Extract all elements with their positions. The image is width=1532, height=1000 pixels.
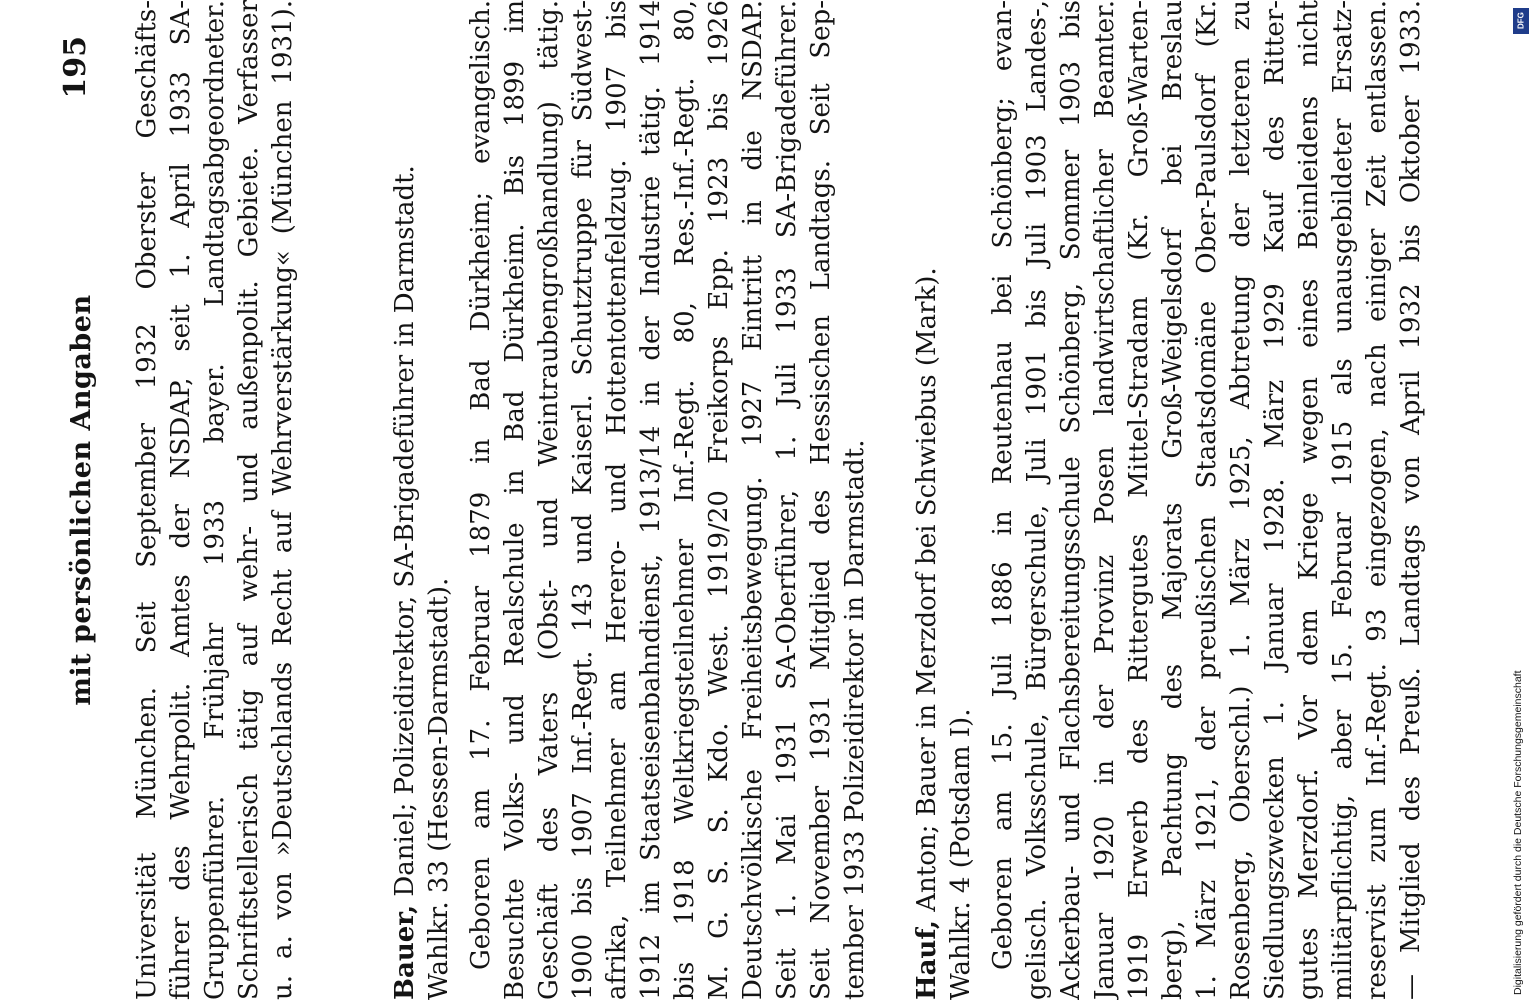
text-line: 1919 Erwerb des Rittergutes Mittel-Stradam (Kr. Groß-Warten- xyxy=(1124,0,1154,1000)
text-line: u. a. von »Deutschlands Recht auf Wehrverstärkung« (München 1931). xyxy=(268,0,298,1000)
text-line: Gruppenführer. Frühjahr 1933 bayer. Landtagsabgeordneter. xyxy=(200,0,230,1000)
text-line: tember 1933 Polizeidirektor in Darmstadt. xyxy=(840,439,870,1000)
text-line: Geschäft des Vaters (Obst- und Weintraubengroßhandlung) tätig. xyxy=(534,0,564,1000)
electoral-district: Wahlkr. 4 (Potsdam I). xyxy=(946,708,976,1000)
text-line: Deutschvölkische Freiheitsbewegung. 1927 Eintritt in die NSDAP. xyxy=(738,0,768,1000)
scan-credit: Digitalisierung gefördert durch die Deutsche Forschungsgemeinschaft xyxy=(1512,670,1524,995)
entry-name: Hauf, xyxy=(912,920,942,1000)
text-line: afrika, Teilnehmer am Herero- und Hottentottenfeldzug. 1907 bis xyxy=(602,0,632,1000)
text-line: Universität München. Seit September 1932 Oberster Geschäfts- xyxy=(132,0,162,1000)
text-line: reservist zum Inf.-Regt. 93 eingezogen, nach einiger Zeit entlassen. xyxy=(1362,0,1392,1000)
text-line: 1. März 1921, der preußischen Staatsdomäne Ober-Paulsdorf (Kr. xyxy=(1192,0,1222,1000)
text-line: Besuchte Volks- und Realschule in Bad Dürkheim. Bis 1899 im xyxy=(500,0,530,1000)
running-header: mit persönlichen Angaben xyxy=(66,294,97,706)
text-line: Schriftstellerisch tätig auf wehr- und außenpolit. Gebiete. Verfasser xyxy=(234,0,264,1000)
text-line: berg), Pachtung des Majorats Groß-Weigelsdorf bei Breslau xyxy=(1158,0,1188,1000)
entry-heading-text: Anton; Bauer in Merzdorf bei Schwiebus (Mark). xyxy=(912,267,942,921)
text-line: Januar 1920 in der Provinz Posen landwirtschaftlicher Beamter. xyxy=(1090,0,1120,1000)
text-line: Seit November 1931 Mitglied des Hessischen Landtags. Seit Sep- xyxy=(806,0,836,1000)
text-line: M. G. S. S. Kdo. West. 1919/20 Freikorps Epp. 1923 bis 1926 xyxy=(704,0,734,1000)
text-line: führer des Wehrpolit. Amtes der NSDAP, seit 1. April 1933 SA- xyxy=(166,0,196,1000)
page-number: 195 xyxy=(58,36,93,99)
text-line: Geboren am 17. Februar 1879 in Bad Dürkheim; evangelisch. xyxy=(466,0,496,970)
text-line: Ackerbau- und Flachsbereitungsschule Schönberg, Sommer 1903 bis xyxy=(1056,0,1086,1000)
text-line: Geboren am 15. Juli 1886 in Reutenhau bei Schönberg; evan- xyxy=(988,0,1018,970)
text-line: gutes Merzdorf. Vor dem Kriege wegen eines Beinleidens nicht xyxy=(1294,0,1324,1000)
entry-name: Bauer, xyxy=(390,904,420,1000)
entry-heading xyxy=(388,0,422,1000)
text-line: 1912 im Staatseisenbahndienst, 1913/14 in der Industrie tätig. 1914 xyxy=(636,0,666,1000)
text-line: militärpflichtig, aber 15. Februar 1915 als unausgebildeter Ersatz- xyxy=(1328,0,1358,1000)
text-line: Seit 1. Mai 1931 SA-Oberführer, 1. Juli 1933 SA-Brigadeführer. xyxy=(772,0,802,1000)
text-line: gelisch. Volksschule, Bürgerschule, Juli 1901 bis Juli 1903 Landes-, xyxy=(1022,0,1052,1000)
text-line: Rosenberg, Oberschl.) 1. März 1925, Abtretung der letzteren zu xyxy=(1226,0,1256,1000)
text-line: — Mitglied des Preuß. Landtags von April 1932 bis Oktober 1933. xyxy=(1396,0,1426,1000)
text-line: 1900 bis 1907 Inf.-Regt. 143 und Kaiserl. Schutztruppe für Südwest- xyxy=(568,0,598,1000)
text-line: Siedlungszwecken 1. Januar 1928. März 1929 Kauf des Ritter- xyxy=(1260,0,1290,1000)
entry-heading xyxy=(910,0,944,1000)
electoral-district: Wahlkr. 33 (Hessen-Darmstadt). xyxy=(424,577,454,1000)
text-line: bis 1918 Weltkriegsteilnehmer Inf.-Regt. 80, Res.-Inf.-Regt. 80, xyxy=(670,0,700,1000)
dfg-logo: DFG xyxy=(1513,8,1529,34)
entry-heading-text: Daniel; Polizeidirektor, SA-Brigadeführer in Darmstadt. xyxy=(390,165,420,905)
